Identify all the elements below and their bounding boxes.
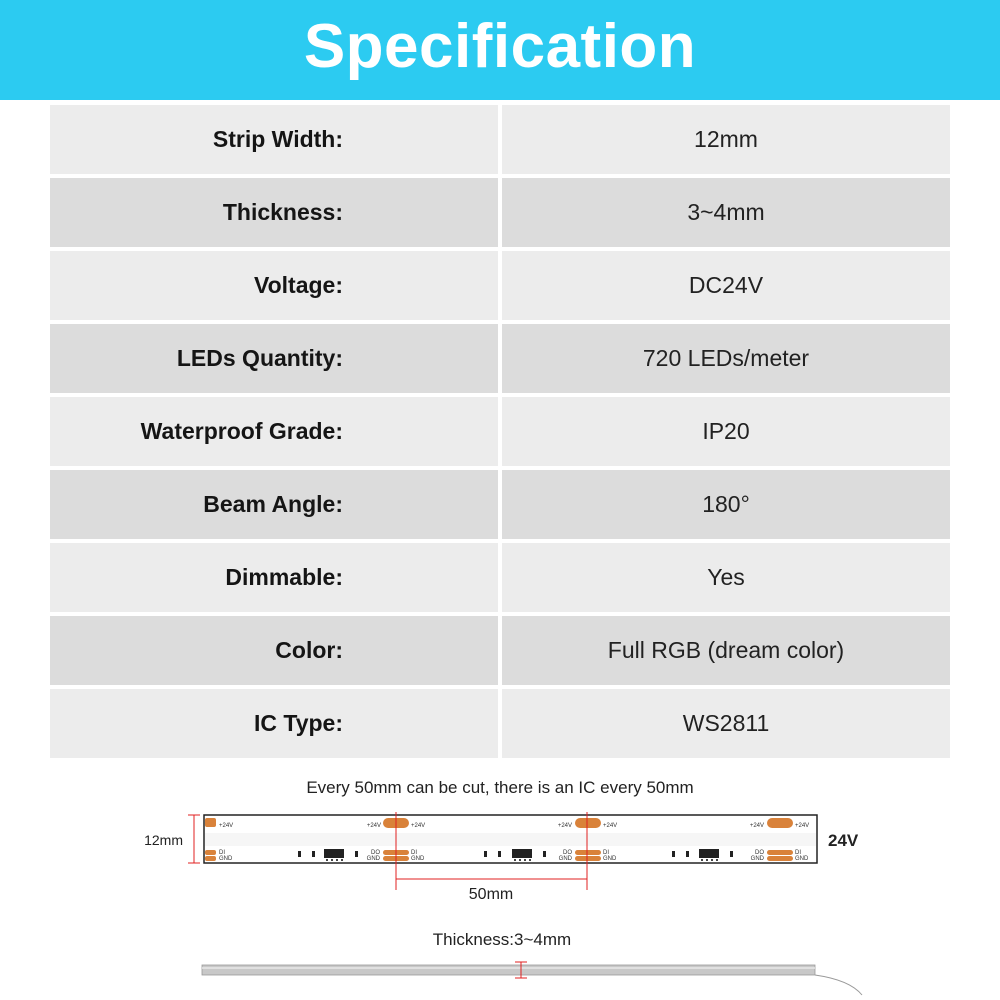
- pad-label: +24V: [603, 823, 618, 829]
- spec-value: 12mm: [502, 105, 950, 174]
- pad-label: GND: [219, 856, 233, 862]
- pad-label: +24V: [557, 823, 572, 829]
- pad-label: GND: [411, 856, 425, 862]
- pad-label: DO: [371, 850, 380, 856]
- spec-value: 3~4mm: [502, 178, 950, 247]
- pad-label: +24V: [795, 823, 810, 829]
- spec-label: LEDs Quantity:: [50, 324, 498, 393]
- spec-value: DC24V: [502, 251, 950, 320]
- voltage-label: 24V: [828, 831, 859, 850]
- spec-label: Waterproof Grade:: [50, 397, 498, 466]
- pad-label: DI: [411, 850, 417, 856]
- pad-label: +24V: [411, 823, 426, 829]
- pad-label: +24V: [749, 823, 764, 829]
- spec-value: IP20: [502, 397, 950, 466]
- led-strip-center-band: [205, 833, 816, 846]
- pad-label: GND: [558, 856, 572, 862]
- spec-label: IC Type:: [50, 689, 498, 758]
- pad-label: +24V: [219, 823, 234, 829]
- pad-label: GND: [795, 856, 809, 862]
- pad-label: +24V: [366, 823, 381, 829]
- spec-label: Strip Width:: [50, 105, 498, 174]
- spec-value: 720 LEDs/meter: [502, 324, 950, 393]
- pad-label: DI: [219, 850, 225, 856]
- cut-length-label: 50mm: [468, 886, 514, 903]
- width-dimension: [188, 815, 200, 863]
- pad-label: GND: [750, 856, 764, 862]
- pad-label: GND: [366, 856, 380, 862]
- spec-label: Color:: [50, 616, 498, 685]
- spec-label: Dimmable:: [50, 543, 498, 612]
- pad-label: GND: [603, 856, 617, 862]
- spec-label: Beam Angle:: [50, 470, 498, 539]
- thickness-caption: Thickness:3~4mm: [432, 930, 572, 949]
- spec-value: WS2811: [502, 689, 950, 758]
- spec-label: Voltage:: [50, 251, 498, 320]
- spec-value: Yes: [502, 543, 950, 612]
- pad-label: DO: [563, 850, 572, 856]
- pad-label: DO: [755, 850, 764, 856]
- spec-label: Thickness:: [50, 178, 498, 247]
- page-title: Specification: [303, 11, 697, 81]
- pad-label: DI: [795, 850, 801, 856]
- width-label: 12mm: [144, 832, 183, 848]
- spec-value: Full RGB (dream color): [502, 616, 950, 685]
- pad-label: DI: [603, 850, 609, 856]
- thickness-side-view: [202, 962, 862, 995]
- cut-caption: Every 50mm can be cut, there is an IC every 50mm: [306, 778, 694, 797]
- spec-value: 180°: [502, 470, 950, 539]
